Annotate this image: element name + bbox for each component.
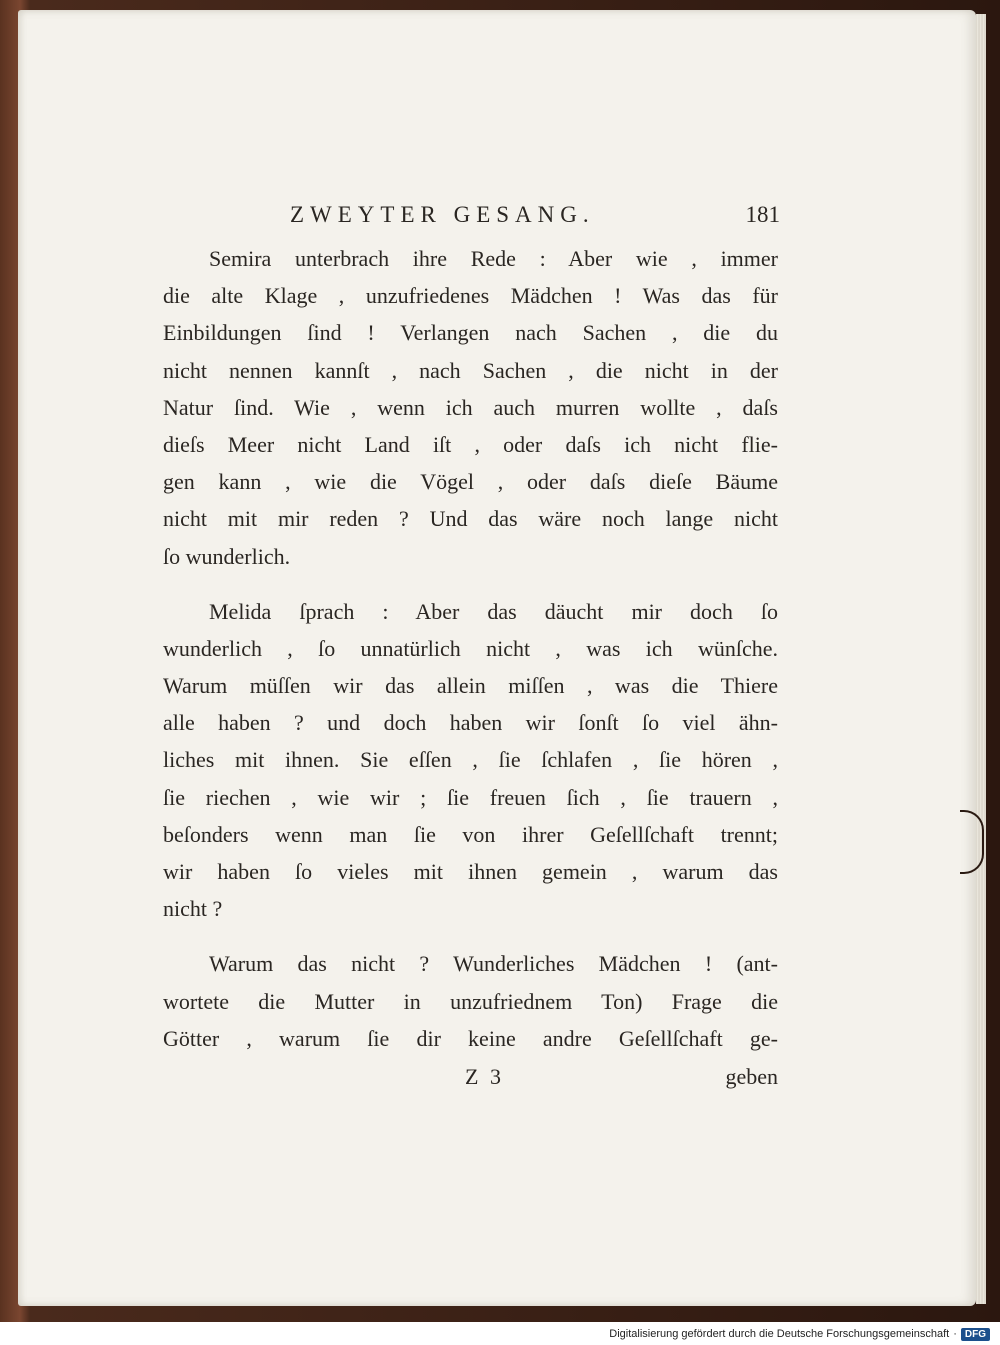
text-line: alle haben ? und doch haben wir ſonſt ſo viel ähn- <box>163 710 778 736</box>
text-line: wortete die Mutter in unzufriednem Ton) Frage die <box>163 988 778 1014</box>
text-line: Götter , warum ſie dir keine andre Geſellſchaft ge- <box>163 1025 778 1051</box>
text-line: nicht ? <box>163 896 223 922</box>
page-edge-stack <box>976 14 986 1304</box>
paragraph <box>163 593 778 928</box>
text-line: Warum das nicht ? Wunderliches Mädchen ! (ant- <box>209 951 778 977</box>
text-line: nicht nennen kannſt , nach Sachen , die nicht in der <box>163 357 778 383</box>
text-line: liches mit ihnen. Sie eſſen , ſie ſchlafen , ſie hören , <box>163 747 778 773</box>
paragraph <box>163 945 778 1057</box>
running-head: ZWEYTER GESANG. <box>290 202 595 227</box>
catchword: geben <box>725 1064 778 1089</box>
text-line: Warum müſſen wir das allein miſſen , was die Thiere <box>163 673 778 699</box>
credit-text: Digitalisierung gefördert durch die Deutsche Forschungsgemeinschaft <box>609 1328 950 1340</box>
text-line: die alte Klage , unzufriedenes Mädchen ! Was das für <box>163 283 778 309</box>
binding-thread <box>960 810 984 874</box>
digitization-credit <box>609 1326 990 1342</box>
page-footer <box>160 1064 778 1100</box>
text-line: Semira unterbrach ihre Rede : Aber wie , immer <box>209 246 778 271</box>
text-line: ſie riechen , wie wir ; ſie freuen ſich , ſie trauern , <box>163 784 778 810</box>
text-line: nicht mit mir reden ? Und das wäre noch lange nicht <box>163 506 778 532</box>
text-line: wir haben ſo vieles mit ihnen gemein , warum das <box>163 859 778 884</box>
text-line: Melida ſprach : Aber das däucht mir doch ſo <box>209 598 778 624</box>
text-line: Natur ſind. Wie , wenn ich auch murren wollte , daſs <box>163 394 778 420</box>
text-line: Einbildungen ſind ! Verlangen nach Sachen , die du <box>163 320 778 346</box>
page-number: 181 <box>745 202 780 227</box>
dfg-logo: DFG <box>961 1328 990 1341</box>
text-line: wunderlich , ſo unnatürlich nicht , was ich wünſche. <box>163 635 778 661</box>
separator: · <box>953 1328 957 1340</box>
text-line: dieſs Meer nicht Land iſt , oder daſs ich nicht flie- <box>163 431 778 457</box>
signature-mark: Z 3 <box>465 1064 504 1089</box>
paragraph <box>163 240 778 575</box>
text-block <box>163 240 778 1057</box>
text-line: gen kann , wie die Vögel , oder daſs dieſe Bäume <box>163 469 778 495</box>
page-header <box>160 202 780 238</box>
text-line: beſonders wenn man ſie von ihrer Geſellſchaft trennt; <box>163 821 778 847</box>
text-line: ſo wunderlich. <box>163 543 291 569</box>
